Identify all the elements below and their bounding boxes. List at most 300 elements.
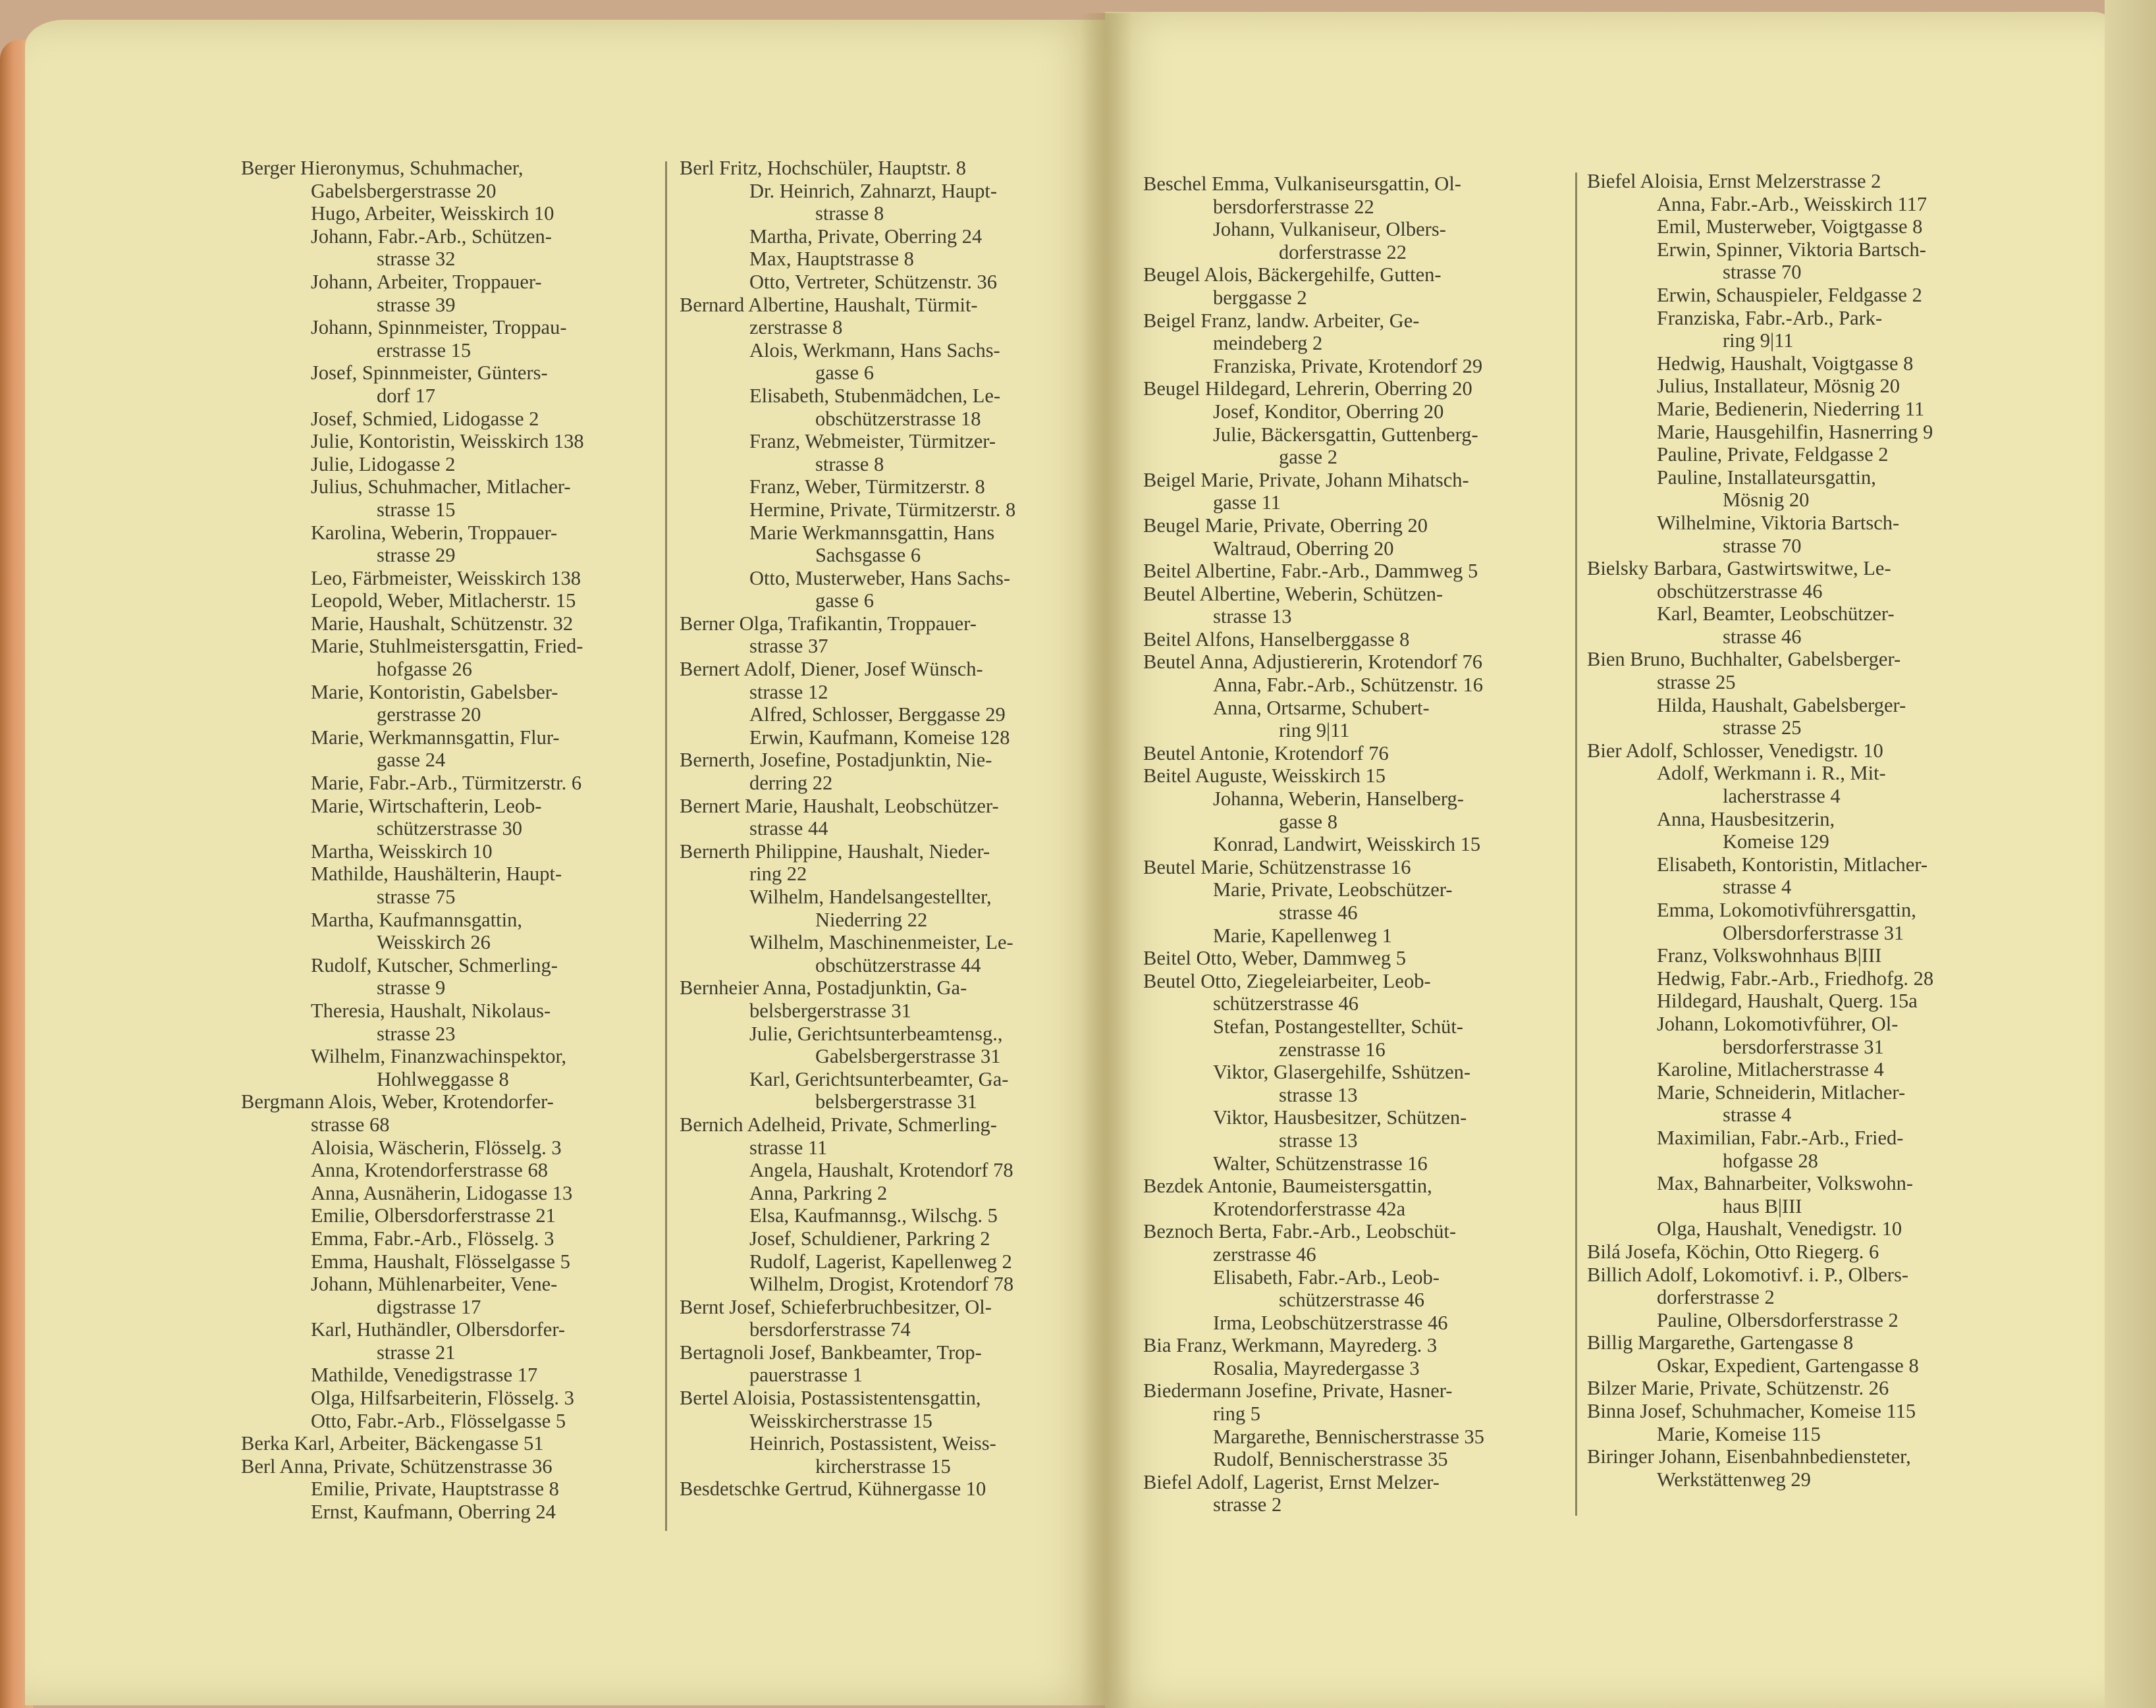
entry-line: berggasse 2 <box>1213 286 1307 309</box>
entry-line: digstrasse 17 <box>377 1295 481 1318</box>
entry-line: Emma, Haushalt, Flösselgasse 5 <box>311 1250 570 1273</box>
directory-entry <box>1143 651 1562 674</box>
entry-line: Hildegard, Haushalt, Querg. 15a <box>1657 990 1918 1013</box>
entry-line: strasse 13 <box>1213 605 1292 628</box>
entry-line: Martha, Private, Oberring 24 <box>749 225 983 248</box>
entry-line: Beugel Hildegard, Lehrerin, Oberring 20 <box>1143 377 1472 400</box>
entry-line: obschützerstrasse 46 <box>1657 579 1823 602</box>
entry-line: Bier Adolf, Schlosser, Venedigstr. 10 <box>1587 739 1883 762</box>
entry-line: Hedwig, Haushalt, Voigtgasse 8 <box>1657 352 1914 375</box>
entry-line: Anna, Fabr.-Arb., Weisskirch 117 <box>1657 192 1927 215</box>
entry-line: strasse 4 <box>1723 876 1792 899</box>
directory-subentry <box>1587 1217 2008 1241</box>
entry-line: Rosalia, Mayredergasse 3 <box>1213 1356 1420 1379</box>
entry-line: Otto, Musterweber, Hans Sachs- <box>749 566 1011 589</box>
directory-entry <box>680 976 1096 1022</box>
entry-line: Mathilde, Haushälterin, Haupt- <box>311 863 562 886</box>
entry-line: Julie, Lidogasse 2 <box>311 452 456 475</box>
directory-entry <box>1587 170 2008 193</box>
entry-line: Franz, Weber, Türmitzerstr. 8 <box>749 475 985 498</box>
entry-line: Karl, Gerichtsunterbeamter, Ga- <box>749 1067 1009 1090</box>
directory-subentry <box>241 1501 649 1524</box>
entry-line: Marie, Haushalt, Schützenstr. 32 <box>311 612 574 635</box>
entry-line: gasse 2 <box>1279 446 1337 469</box>
entry-line: Pauline, Olbersdorferstrasse 2 <box>1657 1308 1899 1331</box>
directory-subentry <box>1587 421 2008 444</box>
directory-entry <box>1143 263 1562 309</box>
directory-entry <box>1143 1175 1562 1220</box>
directory-subentry <box>241 475 649 521</box>
entry-line: Biefel Aloisia, Ernst Melzerstrasse 2 <box>1587 170 1881 192</box>
entry-line: strasse 68 <box>311 1113 390 1136</box>
directory-subentry <box>241 726 649 772</box>
entry-line: Alois, Werkmann, Hans Sachs- <box>749 338 1000 361</box>
entry-line: Emilie, Olbersdorferstrasse 21 <box>311 1204 556 1227</box>
directory-entry <box>1143 764 1562 787</box>
entry-line: Bilá Josefa, Köchin, Otto Riegerg. 6 <box>1587 1240 1879 1263</box>
directory-entry <box>680 1113 1096 1159</box>
entry-line: Bernich Adelheid, Private, Schmerling- <box>680 1113 997 1136</box>
entry-line: strasse 32 <box>377 248 456 271</box>
entry-line: Alfred, Schlosser, Berggasse 29 <box>749 703 1006 726</box>
entry-line: strasse 46 <box>1279 901 1358 924</box>
directory-subentry <box>680 521 1096 567</box>
entry-line: ring 22 <box>749 863 807 886</box>
entry-line: schützerstrasse 46 <box>1213 992 1359 1015</box>
entry-line: Elisabeth, Kontoristin, Mitlacher- <box>1657 853 1928 876</box>
directory-subentry <box>1143 787 1562 833</box>
directory-entry <box>1587 1264 2008 1309</box>
directory-subentry <box>680 271 1096 294</box>
directory-entry <box>1587 739 2008 762</box>
directory-subentry <box>680 430 1096 475</box>
entry-line: Rudolf, Bennischerstrasse 35 <box>1213 1448 1448 1471</box>
directory-subentry <box>241 772 649 795</box>
directory-column-3 <box>1143 173 1562 1516</box>
entry-line: Beigel Marie, Private, Johann Mihatsch- <box>1143 468 1469 491</box>
entry-line: Bien Bruno, Buchhalter, Gabelsberger- <box>1587 648 1901 671</box>
directory-subentry <box>680 225 1096 248</box>
directory-subentry <box>1143 697 1562 742</box>
entry-line: Wilhelm, Drogist, Krotendorf 78 <box>749 1273 1014 1296</box>
directory-subentry <box>1587 307 2008 352</box>
directory-subentry <box>1143 400 1562 423</box>
entry-line: Marie, Kontoristin, Gabelsber- <box>311 680 558 703</box>
entry-line: Beutel Albertine, Weberin, Schützen- <box>1143 582 1443 605</box>
directory-subentry <box>241 954 649 1000</box>
directory-subentry <box>1143 1015 1562 1061</box>
entry-line: Erwin, Kaufmann, Komeise 128 <box>749 726 1010 749</box>
entry-line: erstrasse 15 <box>377 338 472 361</box>
entry-line: zenstrasse 16 <box>1279 1038 1386 1061</box>
directory-subentry <box>1143 423 1562 469</box>
directory-entry <box>1143 1220 1562 1266</box>
entry-line: Bernerth, Josefine, Postadjunktin, Nie- <box>680 749 992 772</box>
entry-line: Anna, Fabr.-Arb., Schützenstr. 16 <box>1213 674 1483 697</box>
entry-line: Gabelsbergerstrasse 31 <box>815 1045 1001 1068</box>
entry-line: obschützerstrasse 44 <box>815 953 981 976</box>
directory-subentry <box>1587 466 2008 512</box>
entry-line: Bernerth Philippine, Haushalt, Nieder- <box>680 840 990 863</box>
entry-line: Elsa, Kaufmannsg., Wilschg. 5 <box>749 1204 998 1227</box>
directory-subentry <box>241 1364 649 1387</box>
entry-line: Irma, Leobschützerstrasse 46 <box>1213 1311 1448 1334</box>
directory-subentry <box>1143 218 1562 263</box>
directory-subentry <box>1143 537 1562 560</box>
directory-subentry <box>1143 1152 1562 1175</box>
entry-line: Weisskircherstrasse 15 <box>749 1409 932 1432</box>
entry-line: Mathilde, Venedigstrasse 17 <box>311 1364 538 1387</box>
directory-subentry <box>241 909 649 954</box>
directory-entry <box>1143 173 1562 218</box>
directory-subentry <box>680 498 1096 521</box>
entry-line: Anna, Parkring 2 <box>749 1181 888 1204</box>
directory-entry <box>1143 1471 1562 1516</box>
entry-line: strasse 4 <box>1723 1104 1792 1127</box>
entry-line: Franziska, Fabr.-Arb., Park- <box>1657 306 1883 329</box>
entry-line: Marie, Private, Leobschützer- <box>1213 878 1453 901</box>
entry-line: Wilhelm, Handelsangestellter, <box>749 886 992 908</box>
entry-line: Emil, Musterweber, Voigtgasse 8 <box>1657 215 1923 238</box>
directory-subentry <box>1587 967 2008 990</box>
directory-subentry <box>241 681 649 726</box>
directory-subentry <box>680 385 1096 430</box>
directory-column-2 <box>680 157 1096 1501</box>
directory-subentry <box>1587 1058 2008 1081</box>
entry-line: strasse 39 <box>377 293 456 316</box>
directory-entry <box>1143 514 1562 537</box>
entry-line: Erwin, Schauspieler, Feldgasse 2 <box>1657 283 1922 306</box>
entry-line: Johann, Arbeiter, Troppauer- <box>311 270 542 293</box>
entry-line: Wilhelmine, Viktoria Bartsch- <box>1657 511 1900 534</box>
directory-subentry <box>241 453 649 476</box>
entry-line: gasse 24 <box>377 749 446 772</box>
entry-line: Sachsgasse 6 <box>815 544 921 567</box>
directory-subentry <box>241 225 649 271</box>
entry-line: gerstrasse 20 <box>377 703 481 726</box>
entry-line: Erwin, Spinner, Viktoria Bartsch- <box>1657 238 1926 261</box>
entry-line: belsbergerstrasse 31 <box>749 999 911 1022</box>
entry-line: Elisabeth, Fabr.-Arb., Leob- <box>1213 1266 1440 1289</box>
directory-entry <box>241 1455 649 1478</box>
directory-entry <box>680 157 1096 180</box>
entry-line: kircherstrasse 15 <box>815 1454 951 1478</box>
entry-line: Josef, Konditor, Oberring 20 <box>1213 400 1444 423</box>
entry-line: Heinrich, Postassistent, Weiss- <box>749 1432 996 1455</box>
directory-subentry <box>241 361 649 407</box>
directory-subentry <box>1143 355 1562 378</box>
directory-column-4 <box>1587 170 2008 1491</box>
entry-line: derring 22 <box>749 772 833 795</box>
entry-line: Max, Bahnarbeiter, Volkswohn- <box>1657 1172 1914 1195</box>
entry-line: Beugel Marie, Private, Oberring 20 <box>1143 514 1428 537</box>
entry-line: strasse 70 <box>1723 534 1802 557</box>
entry-line: Bergmann Alois, Weber, Krotendorfer- <box>241 1090 554 1113</box>
entry-line: Marie, Kapellenweg 1 <box>1213 924 1392 947</box>
directory-subentry <box>241 408 649 431</box>
directory-subentry <box>241 1410 649 1433</box>
entry-line: Johann, Fabr.-Arb., Schützen- <box>311 225 552 248</box>
entry-line: gasse 11 <box>1213 491 1281 514</box>
directory-entry <box>680 658 1096 703</box>
entry-line: Berger Hieronymus, Schuhmacher, <box>241 157 524 179</box>
entry-line: Walter, Schützenstrasse 16 <box>1213 1152 1428 1175</box>
directory-subentry <box>680 180 1096 225</box>
directory-subentry <box>1587 398 2008 421</box>
directory-entry <box>1143 1334 1562 1357</box>
entry-line: Emilie, Private, Hauptstrasse 8 <box>311 1478 559 1501</box>
directory-entry <box>241 157 649 202</box>
entry-line: Biefel Adolf, Lagerist, Ernst Melzer- <box>1143 1470 1440 1493</box>
directory-subentry <box>241 1000 649 1045</box>
entry-line: Bernert Marie, Haushalt, Leobschützer- <box>680 794 999 817</box>
entry-line: Bielsky Barbara, Gastwirtswitwe, Le- <box>1587 557 1891 580</box>
directory-subentry <box>1587 375 2008 398</box>
entry-line: dorferstrasse 2 <box>1657 1286 1775 1309</box>
entry-line: Johann, Lokomotivführer, Ol- <box>1657 1012 1899 1035</box>
directory-subentry <box>1587 284 2008 307</box>
directory-subentry <box>680 931 1096 976</box>
entry-line: bersdorferstrasse 31 <box>1723 1035 1884 1058</box>
directory-subentry <box>1143 878 1562 924</box>
entry-line: Werkstättenweg 29 <box>1657 1468 1811 1491</box>
directory-subentry <box>1143 1106 1562 1152</box>
entry-line: strasse 70 <box>1723 261 1802 284</box>
entry-line: Wilhelm, Maschinenmeister, Le- <box>749 931 1013 954</box>
directory-subentry <box>241 589 649 612</box>
entry-line: schützerstrasse 30 <box>377 817 523 840</box>
entry-line: Johann, Mühlenarbeiter, Vene- <box>311 1273 558 1296</box>
entry-line: strasse 15 <box>377 498 456 521</box>
directory-subentry <box>680 1250 1096 1273</box>
entry-line: Bertagnoli Josef, Bankbeamter, Trop- <box>680 1341 982 1364</box>
entry-line: Beznoch Berta, Fabr.-Arb., Leobschüt- <box>1143 1220 1457 1243</box>
entry-line: strasse 75 <box>377 886 456 908</box>
entry-line: Julius, Installateur, Mösnig 20 <box>1657 375 1900 398</box>
directory-subentry <box>1587 990 2008 1013</box>
directory-subentry <box>1587 899 2008 944</box>
directory-entry <box>1143 970 1562 1015</box>
directory-entry <box>1587 557 2008 602</box>
directory-entry <box>1143 856 1562 879</box>
entry-line: Beutel Antonie, Krotendorf 76 <box>1143 741 1389 764</box>
entry-line: strasse 8 <box>815 452 884 475</box>
entry-line: Leo, Färbmeister, Weisskirch 138 <box>311 566 581 589</box>
entry-line: Beschel Emma, Vulkaniseursgattin, Ol- <box>1143 173 1461 195</box>
entry-line: strasse 44 <box>749 817 828 840</box>
entry-line: Anna, Krotendorferstrasse 68 <box>311 1159 548 1182</box>
entry-line: Martha, Kaufmannsgattin, <box>311 908 523 931</box>
entry-line: ring 9|11 <box>1279 719 1350 742</box>
directory-subentry <box>1587 1309 2008 1332</box>
entry-line: Berka Karl, Arbeiter, Bäckengasse 51 <box>241 1432 544 1455</box>
entry-line: Biringer Johann, Eisenbahnbediensteter, <box>1587 1445 1911 1468</box>
directory-subentry <box>680 1068 1096 1113</box>
directory-subentry <box>241 863 649 908</box>
entry-line: ring 9|11 <box>1723 329 1794 352</box>
directory-subentry <box>241 316 649 361</box>
entry-line: Aloisia, Wäscherin, Flösselg. 3 <box>311 1136 562 1159</box>
directory-entry <box>680 1387 1096 1432</box>
directory-entry <box>680 1296 1096 1341</box>
directory-subentry <box>680 475 1096 498</box>
directory-subentry <box>680 1182 1096 1205</box>
directory-subentry <box>241 1227 649 1250</box>
entry-line: Marie, Komeise 115 <box>1657 1422 1821 1445</box>
entry-line: strasse 11 <box>749 1136 828 1159</box>
directory-subentry <box>680 886 1096 931</box>
entry-line: dorf 17 <box>377 384 435 407</box>
directory-subentry <box>1587 215 2008 238</box>
entry-line: Julius, Schuhmacher, Mitlacher- <box>311 475 571 498</box>
entry-line: Olga, Hilfsarbeiterin, Flösselg. 3 <box>311 1387 574 1410</box>
directory-subentry <box>1143 1266 1562 1312</box>
directory-subentry <box>680 726 1096 749</box>
entry-line: ring 5 <box>1213 1402 1261 1426</box>
directory-subentry <box>241 635 649 680</box>
directory-subentry <box>241 1204 649 1227</box>
entry-line: Theresia, Haushalt, Nikolaus- <box>311 999 551 1022</box>
directory-subentry <box>241 1273 649 1318</box>
entry-line: Beitel Auguste, Weisskirch 15 <box>1143 764 1386 787</box>
entry-line: Berl Fritz, Hochschüler, Hauptstr. 8 <box>680 157 967 179</box>
entry-line: strasse 21 <box>377 1341 456 1364</box>
entry-line: Josef, Schuldiener, Parkring 2 <box>749 1227 990 1250</box>
entry-line: bersdorferstrasse 22 <box>1213 195 1374 218</box>
directory-entry <box>241 1090 649 1136</box>
directory-entry <box>680 749 1096 794</box>
entry-line: schützerstrasse 46 <box>1279 1289 1425 1312</box>
entry-line: Julie, Gerichtsunterbeamtensg., <box>749 1022 1003 1045</box>
entry-line: haus B|III <box>1723 1194 1802 1217</box>
entry-line: Anna, Ausnäherin, Lidogasse 13 <box>311 1181 573 1204</box>
entry-line: Olga, Haushalt, Venedigstr. 10 <box>1657 1217 1902 1241</box>
entry-line: Bia Franz, Werkmann, Mayrederg. 3 <box>1143 1334 1438 1357</box>
directory-subentry <box>1587 1127 2008 1172</box>
entry-line: Krotendorferstrasse 42a <box>1213 1197 1406 1220</box>
directory-subentry <box>241 1478 649 1501</box>
directory-subentry <box>241 521 649 567</box>
entry-line: Leopold, Weber, Mitlacherstr. 15 <box>311 589 576 612</box>
entry-line: Viktor, Hausbesitzer, Schützen- <box>1213 1106 1467 1129</box>
directory-subentry <box>1587 193 2008 216</box>
entry-line: Marie, Fabr.-Arb., Türmitzerstr. 6 <box>311 772 582 795</box>
directory-entry <box>680 294 1096 339</box>
entry-line: Binna Josef, Schuhmacher, Komeise 115 <box>1587 1400 1916 1423</box>
entry-line: Emma, Lokomotivführersgattin, <box>1657 899 1916 921</box>
directory-subentry <box>1587 512 2008 557</box>
entry-line: Berner Olga, Trafikantin, Troppauer- <box>680 612 977 635</box>
directory-subentry <box>1587 808 2008 853</box>
entry-line: Billich Adolf, Lokomotivf. i. P., Olbers- <box>1587 1263 1908 1286</box>
directory-entry <box>1587 648 2008 693</box>
entry-line: Bernt Josef, Schieferbruchbesitzer, Ol- <box>680 1295 992 1318</box>
entry-line: Max, Hauptstrasse 8 <box>749 248 914 271</box>
directory-entry <box>680 840 1096 886</box>
entry-line: Dr. Heinrich, Zahnarzt, Haupt- <box>749 179 998 202</box>
directory-entry <box>1143 377 1562 400</box>
directory-subentry <box>1587 1013 2008 1058</box>
entry-line: Hugo, Arbeiter, Weisskirch 10 <box>311 202 554 225</box>
entry-line: Rudolf, Lagerist, Kapellenweg 2 <box>749 1250 1012 1273</box>
entry-line: Waltraud, Oberring 20 <box>1213 537 1394 560</box>
entry-line: Marie Werkmannsgattin, Hans <box>749 521 995 544</box>
entry-line: Stefan, Postangestellter, Schüt- <box>1213 1015 1463 1038</box>
entry-line: Marie, Bedienerin, Niederring 11 <box>1657 397 1925 420</box>
entry-line: Wilhelm, Finanzwachinspektor, <box>311 1045 567 1068</box>
directory-subentry <box>1143 1312 1562 1335</box>
directory-entry <box>680 795 1096 840</box>
entry-line: Anna, Ortsarme, Schubert- <box>1213 696 1430 719</box>
entry-line: strasse 2 <box>1213 1493 1282 1516</box>
directory-subentry <box>241 612 649 635</box>
directory-entry <box>680 1341 1096 1387</box>
entry-line: Besdetschke Gertrud, Kühnergasse 10 <box>680 1478 986 1501</box>
directory-entry <box>1587 1445 2008 1491</box>
directory-subentry <box>1587 853 2008 899</box>
entry-line: Franz, Volkswohnhaus B|III <box>1657 944 1882 967</box>
directory-subentry <box>680 703 1096 726</box>
entry-line: Karoline, Mitlacherstrasse 4 <box>1657 1058 1884 1081</box>
entry-line: strasse 25 <box>1657 671 1736 694</box>
directory-subentry <box>241 795 649 840</box>
directory-subentry <box>241 1045 649 1090</box>
directory-subentry <box>1587 762 2008 807</box>
entry-line: Hohlweggasse 8 <box>377 1067 509 1090</box>
entry-line: belsbergerstrasse 31 <box>815 1090 977 1113</box>
entry-line: Komeise 129 <box>1723 830 1829 853</box>
directory-entry <box>1143 309 1562 355</box>
entry-line: Bertel Aloisia, Postassistentensgattin, <box>680 1387 981 1410</box>
entry-line: Bezdek Antonie, Baumeistersgattin, <box>1143 1175 1432 1198</box>
entry-line: pauerstrasse 1 <box>749 1364 863 1387</box>
directory-subentry <box>1143 1357 1562 1380</box>
directory-subentry <box>241 271 649 316</box>
entry-line: zerstrasse 8 <box>749 316 843 339</box>
entry-line: Otto, Fabr.-Arb., Flösselgasse 5 <box>311 1409 566 1432</box>
entry-line: Maximilian, Fabr.-Arb., Fried- <box>1657 1126 1904 1149</box>
entry-line: Angela, Haushalt, Krotendorf 78 <box>749 1159 1013 1182</box>
entry-line: Olbersdorferstrasse 31 <box>1723 921 1904 944</box>
entry-line: Bilzer Marie, Private, Schützenstr. 26 <box>1587 1377 1889 1400</box>
entry-line: Marie, Wirtschafterin, Leob- <box>311 794 542 817</box>
entry-line: lacherstrasse 4 <box>1723 785 1841 808</box>
entry-line: strasse 46 <box>1723 625 1802 648</box>
directory-entry <box>1143 947 1562 970</box>
entry-line: Beitel Albertine, Fabr.-Arb., Dammweg 5 <box>1143 560 1478 583</box>
entry-line: Beigel Franz, landw. Arbeiter, Ge- <box>1143 309 1420 332</box>
entry-line: strasse 9 <box>377 976 446 1000</box>
entry-line: Beugel Alois, Bäckergehilfe, Gutten- <box>1143 263 1442 286</box>
entry-line: Rudolf, Kutscher, Schmerling- <box>311 953 558 976</box>
directory-entry <box>680 1478 1096 1501</box>
entry-line: Beutel Marie, Schützenstrasse 16 <box>1143 855 1411 878</box>
entry-line: Marie, Werkmannsgattin, Flur- <box>311 726 560 749</box>
page-edge-right <box>2105 0 2156 1708</box>
entry-line: bersdorferstrasse 74 <box>749 1318 911 1341</box>
directory-entry <box>1143 469 1562 514</box>
directory-subentry <box>1587 1423 2008 1446</box>
directory-entry <box>241 1432 649 1455</box>
entry-line: strasse 12 <box>749 680 828 703</box>
entry-line: Mösnig 20 <box>1723 489 1810 512</box>
entry-line: strasse 29 <box>377 544 456 567</box>
entry-line: gasse 6 <box>815 361 874 385</box>
entry-line: strasse 25 <box>1723 716 1802 739</box>
entry-line: Johann, Vulkaniseur, Olbers- <box>1213 218 1446 241</box>
entry-line: hofgasse 28 <box>1723 1149 1818 1172</box>
entry-line: Bernert Adolf, Diener, Josef Wünsch- <box>680 658 983 681</box>
